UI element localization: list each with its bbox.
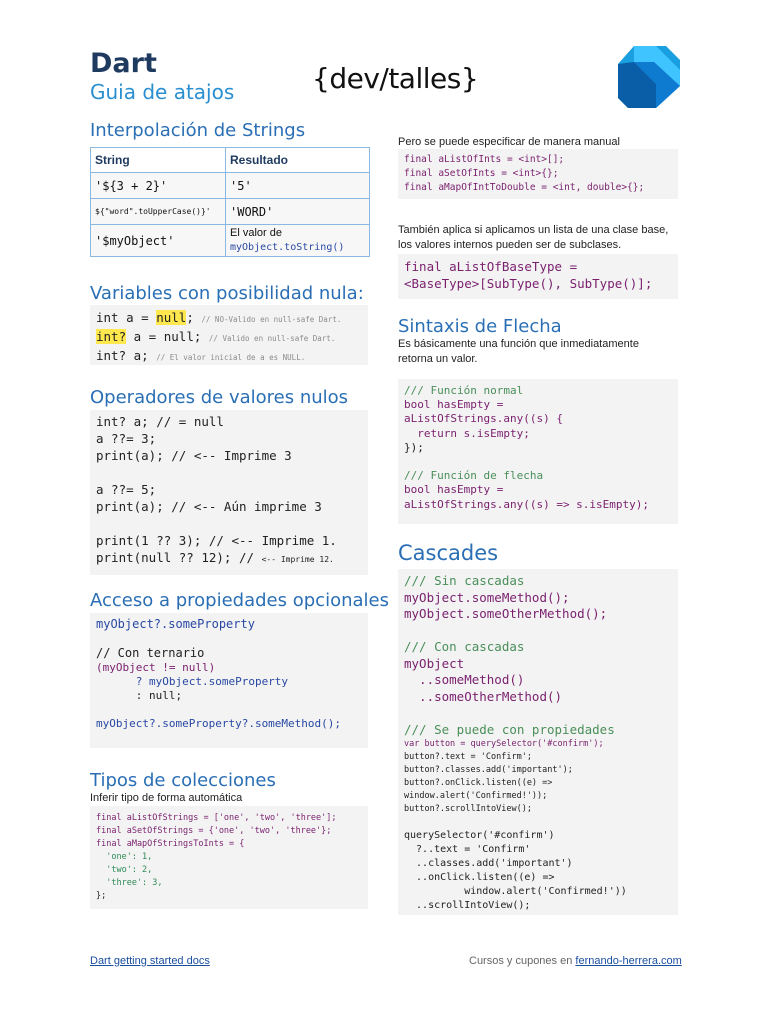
code-line: bool hasEmpty = [404, 483, 504, 497]
code-line: myObject.someMethod(); [404, 589, 570, 605]
code-line: <BaseType>[SubType(), SubType()]; [404, 276, 653, 291]
code-line: : null; [96, 689, 183, 702]
code-line: int? a = null; // Valido en null-safe Dart. [96, 329, 336, 344]
code-line: /// Con cascadas [404, 639, 525, 654]
nullable-heading: Variables con posibilidad nula: [90, 283, 364, 304]
strings-heading: Interpolación de Strings [90, 120, 306, 141]
code-line: myObject?.someProperty [96, 617, 255, 631]
code-line: ..someOtherMethod() [404, 688, 563, 704]
strings-col-result: Resultado [226, 148, 370, 173]
code-line: // Con ternario [96, 646, 205, 660]
code-line: 'three': 3, [96, 878, 163, 888]
nullable-code-block [90, 305, 368, 365]
code-line: 'two': 2, [96, 865, 153, 875]
code-line: /// Se puede con propiedades [404, 721, 615, 737]
strings-col-string: String [91, 148, 226, 173]
code-line: button?.text = 'Confirm'; [404, 752, 532, 762]
code-line: querySelector('#confirm') [404, 830, 555, 841]
code-line: final aSetOfStrings = {'one', 'two', 'three'}; [96, 826, 332, 836]
code-line: final aMapOfStringsToInts = { [96, 839, 245, 849]
arrow-code-block [398, 379, 678, 524]
code-line: myObject?.someProperty?.someMethod(); [96, 717, 342, 730]
code-line: ..onClick.listen((e) => [404, 872, 555, 883]
code-line: }; [96, 891, 107, 901]
code-line: /// Función normal [404, 384, 524, 397]
code-line: int? a; // El valor inicial de a es NULL. [96, 348, 306, 363]
code-line: bool hasEmpty = [404, 398, 504, 412]
code-line: }); [404, 440, 424, 454]
code-line: final aListOfBaseType = [404, 259, 578, 274]
optional-access-code-block [90, 613, 368, 748]
code-line: print(a); // <-- Aún imprime 3 [96, 499, 322, 514]
cascades-props-block [404, 738, 672, 913]
code-line: return s.isEmpty; [404, 426, 530, 440]
manual-description: Pero se puede especificar de manera manual [398, 136, 620, 148]
code-line: ..someMethod() [404, 672, 525, 687]
table-cell: ${"word".toUpperCase()}' [91, 199, 226, 225]
code-line: int a = null; // NO-Valido en null-safe Dart. [96, 310, 342, 325]
docs-link[interactable]: Dart getting started docs [90, 955, 210, 967]
dart-logo-icon [616, 44, 680, 108]
website-link[interactable]: fernando-herrera.com [575, 955, 682, 967]
code-line: button?.onClick.listen((e) => [404, 778, 553, 788]
null-ops-code-block [90, 410, 368, 575]
code-line: button?.classes.add('important'); [404, 765, 573, 775]
code-line: ?..text = 'Confirm' [404, 844, 531, 855]
collections-heading: Tipos de colecciones [90, 770, 276, 791]
footer-text: Cursos y cupones en [469, 955, 576, 967]
table-cell: 'WORD' [226, 199, 370, 225]
result-text: El valor de [230, 227, 282, 239]
code-line: final aSetOfInts = <int>{}; [404, 168, 559, 179]
code-line: window.alert('Confirmed!')); [404, 791, 548, 801]
manual-code-block [398, 149, 678, 199]
code-line: myObject.someOtherMethod(); [404, 606, 608, 621]
table-cell: '$myObject' [91, 225, 226, 257]
subclass-code-block [398, 254, 678, 299]
code-line: a ??= 5; [96, 482, 157, 497]
null-ops-heading: Operadores de valores nulos [90, 387, 349, 408]
cascades-code-block [398, 569, 678, 915]
cascades-heading: Cascades [398, 541, 499, 565]
arrow-description: Es básicamente una función que inmediatamente retorna un valor. [398, 338, 639, 365]
strings-table [90, 147, 370, 257]
code-line: /// Función de flecha [404, 469, 544, 483]
result-code: myObject.toString() [230, 242, 345, 253]
collections-description: Inferir tipo de forma automática [90, 792, 243, 804]
page-subtitle: Guia de atajos [90, 80, 235, 104]
arrow-heading: Sintaxis de Flecha [398, 316, 562, 337]
code-line: int? a; // = null [96, 414, 224, 429]
table-cell: '${3 + 2}' [91, 173, 226, 199]
code-line: aListOfStrings.any((s) { [404, 412, 563, 426]
code-line: aListOfStrings.any((s) => s.isEmpty); [404, 497, 650, 511]
code-line: final aMapOfIntToDouble = <int, double>{}; [404, 182, 645, 193]
code-line: 'one': 1, [96, 852, 153, 862]
optional-access-heading: Acceso a propiedades opcionales [90, 590, 389, 611]
code-line: button?.scrollIntoView(); [404, 804, 532, 814]
code-line: print(null ?? 12); // <-- Imprime 12. [96, 550, 334, 565]
code-line: ? myObject.someProperty [96, 675, 289, 688]
code-line: print(a); // <-- Imprime 3 [96, 448, 292, 463]
page-title: Dart [90, 48, 157, 79]
table-cell [226, 225, 370, 257]
code-line: var button = querySelector('#confirm'); [404, 739, 604, 749]
code-line: myObject [404, 655, 465, 671]
code-line: final aListOfInts = <int>[]; [404, 154, 565, 165]
subclass-description: También aplica si aplicamos un lista de una clase base, los valores internos pueden ser de subclases. [398, 224, 669, 251]
code-line: print(1 ?? 3); // <-- Imprime 1. [96, 533, 337, 548]
code-line: final aListOfStrings = ['one', 'two', 'three']; [96, 813, 337, 823]
collections-code-block [90, 806, 368, 909]
table-cell: '5' [226, 173, 370, 199]
footer-credits [469, 955, 682, 967]
code-line: (myObject != null) [96, 661, 216, 674]
code-line: a ??= 3; [96, 431, 157, 446]
code-line: ..classes.add('important') [404, 858, 573, 869]
code-line: window.alert('Confirmed!')) [404, 886, 627, 897]
brand-wordmark: {dev/talles} [312, 62, 479, 95]
code-line: ..scrollIntoView(); [404, 900, 531, 911]
code-line: /// Sin cascadas [404, 573, 525, 588]
